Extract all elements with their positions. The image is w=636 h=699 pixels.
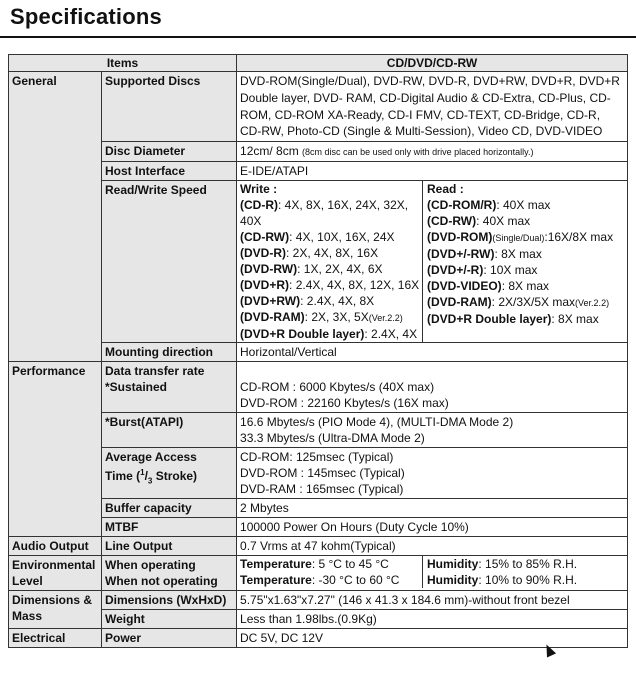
header-items: Items xyxy=(9,55,237,72)
access-label-line2 xyxy=(105,465,233,489)
write-speeds-value: : 2.4X, 4X, 8X xyxy=(300,294,375,309)
value-line-output: 0.7 Vrms at 47 kohm(Typical) xyxy=(237,537,628,556)
group-dimensions-mass: Dimensions & Mass xyxy=(9,591,102,629)
access-fraction-denominator: 3 xyxy=(147,476,153,486)
value-disc-diameter xyxy=(237,142,628,162)
hum-nonoperating: : 10% to 90% R.H. xyxy=(478,573,578,588)
write-speeds-value: : 2X, 3X, 5X xyxy=(304,310,369,325)
write-row xyxy=(240,326,422,342)
write-list xyxy=(240,197,422,342)
access-time-prefix: Time ( xyxy=(105,469,141,484)
read-speeds xyxy=(422,181,627,342)
label-dimensions: Dimensions (WxHxD) xyxy=(102,591,237,610)
temperature-label-operating: Temperature xyxy=(240,557,312,572)
label-transfer-rate: Data transfer rate *Sustained xyxy=(102,362,237,413)
label-power: Power xyxy=(102,629,237,648)
write-speeds-value: : 4X, 10X, 16X, 24X xyxy=(289,230,395,245)
read-title: Read : xyxy=(427,182,464,197)
write-speeds-value: : 1X, 2X, 4X, 6X xyxy=(297,262,383,277)
table-row xyxy=(9,556,628,591)
read-row xyxy=(427,278,627,294)
read-disc: (DVD+R Double layer) xyxy=(427,312,552,327)
burst-udma: 33.3 Mbytes/s (Ultra-DMA Mode 2) xyxy=(240,431,425,446)
label-mounting-direction: Mounting direction xyxy=(102,343,237,362)
write-disc: (DVD+R) xyxy=(240,278,290,293)
table-row xyxy=(9,448,628,499)
label-line-output: Line Output xyxy=(102,537,237,556)
value-weight: Less than 1.98lbs.(0.9Kg) xyxy=(237,610,628,629)
access-label-line1: Average Access xyxy=(105,450,197,465)
value-supported-discs: DVD-ROM(Single/Dual), DVD-RW, DVD-R, DVD+RW, DVD+R, DVD+R Double layer, DVD- RAM, CD-Digital Audio & CD-Extra, CD-Plus, CD-ROM, CD-ROM XA-Ready, CD-I FMV, CD-TEXT, CD-Bridge, CD-R, CD-RW, Photo-CD (Single & Multi-Session), Video CD, DVD-VIDEO xyxy=(237,72,628,142)
title-underline xyxy=(0,36,636,38)
value-host-interface: E-IDE/ATAPI xyxy=(237,162,628,181)
write-note: (Ver.2.2) xyxy=(368,313,403,324)
value-dimensions: 5.75"x1.63"x7.27" (146 x 41.3 x 184.6 mm)-without front bezel xyxy=(237,591,628,610)
access-dvdrom: DVD-ROM : 145msec (Typical) xyxy=(240,466,405,481)
value-buffer-capacity: 2 Mbytes xyxy=(237,499,628,518)
read-disc: (DVD+/-RW) xyxy=(427,247,495,262)
write-row xyxy=(240,277,422,293)
table-row xyxy=(9,518,628,537)
label-when-operating: When operating xyxy=(105,558,196,573)
temp-nonoperating: : -30 °C to 60 °C xyxy=(311,573,400,588)
read-row xyxy=(427,262,627,278)
read-speeds-value: : 2X/3X/5X max xyxy=(491,295,576,310)
read-speeds-value: : 10X max xyxy=(483,263,538,278)
temp-operating: : 5 °C to 45 °C xyxy=(311,557,389,572)
read-row xyxy=(427,213,627,229)
table-row xyxy=(9,629,628,648)
label-when-not-operating: When not operating xyxy=(105,574,218,589)
table-row xyxy=(9,413,628,448)
label-mtbf: MTBF xyxy=(102,518,237,537)
read-speeds-value: : 40X max xyxy=(476,214,531,229)
read-speeds-value: : 8X max xyxy=(494,247,542,262)
access-dvdram: DVD-RAM : 165msec (Typical) xyxy=(240,482,404,497)
write-speeds-value: : 2.4X, 4X xyxy=(364,327,418,342)
read-disc: (CD-ROM/R) xyxy=(427,198,497,213)
disc-diameter-note: (8cm disc can be used only with drive placed horizontally.) xyxy=(302,147,534,158)
read-list xyxy=(427,197,627,327)
temperature-label-nonoperating: Temperature xyxy=(240,573,312,588)
read-disc: (CD-RW) xyxy=(427,214,477,229)
write-disc: (CD-R) xyxy=(240,198,279,213)
write-speeds xyxy=(240,181,422,342)
read-note-2: (Ver.2.2) xyxy=(575,298,610,309)
table-row xyxy=(9,537,628,556)
humidity-values xyxy=(422,556,627,588)
read-speeds-value: : 8X max xyxy=(501,279,550,294)
access-fraction-numerator: 1 xyxy=(140,468,145,478)
access-cd: CD-ROM: 125msec (Typical) xyxy=(240,450,394,465)
read-speeds-value: :16X/8X max xyxy=(544,230,614,245)
read-row xyxy=(427,197,627,213)
group-environmental: Environmental Level xyxy=(9,556,102,591)
read-row xyxy=(427,311,627,327)
read-note: (Single/Dual) xyxy=(492,233,545,244)
table-row xyxy=(9,499,628,518)
write-disc: (DVD-RW) xyxy=(240,262,298,277)
write-row xyxy=(240,197,422,229)
table-header-row xyxy=(9,55,628,72)
table-row xyxy=(9,610,628,629)
label-buffer-capacity: Buffer capacity xyxy=(102,499,237,518)
burst-pio: 16.6 Mbytes/s (PIO Mode 4), (MULTI-DMA Mode 2) xyxy=(240,415,514,430)
disc-diameter-text: 12cm/ 8cm xyxy=(240,144,299,159)
transfer-cd: CD-ROM : 6000 Kbytes/s (40X max) xyxy=(240,380,435,395)
label-supported-discs: Supported Discs xyxy=(102,72,237,142)
value-burst xyxy=(237,413,628,448)
header-product: CD/DVD/CD-RW xyxy=(237,55,628,72)
write-row xyxy=(240,261,422,277)
access-time-suffix: Stroke) xyxy=(152,469,198,484)
value-transfer-rate xyxy=(237,362,628,413)
read-row xyxy=(427,229,627,246)
read-speeds-value: : 8X max xyxy=(551,312,599,327)
value-access-time xyxy=(237,448,628,499)
temperature-values xyxy=(240,556,422,588)
label-environmental-conditions xyxy=(102,556,237,591)
write-disc: (CD-RW) xyxy=(240,230,290,245)
value-read-write-speed xyxy=(237,181,628,343)
hum-operating: : 15% to 85% R.H. xyxy=(478,557,578,572)
write-disc: (DVD+RW) xyxy=(240,294,301,309)
read-speeds-value: : 40X max xyxy=(496,198,551,213)
write-disc: (DVD-RAM) xyxy=(240,310,305,325)
label-read-write-speed: Read/Write Speed xyxy=(102,181,237,343)
value-mtbf: 100000 Power On Hours (Duty Cycle 10%) xyxy=(237,518,628,537)
write-speeds-value: : 2X, 4X, 8X, 16X xyxy=(286,246,379,261)
humidity-label-nonoperating: Humidity xyxy=(427,573,479,588)
group-audio-output: Audio Output xyxy=(9,537,102,556)
transfer-dvd: DVD-ROM : 22160 Kbytes/s (16X max) xyxy=(240,396,449,411)
page-title: Specifications xyxy=(10,4,162,29)
write-disc: (DVD-R) xyxy=(240,246,287,261)
group-general: General xyxy=(9,72,102,362)
write-row xyxy=(240,309,422,326)
table-row xyxy=(9,142,628,162)
read-disc: (DVD-RAM) xyxy=(427,295,492,310)
value-power: DC 5V, DC 12V xyxy=(237,629,628,648)
read-disc: (DVD-ROM) xyxy=(427,230,493,245)
value-mounting-direction: Horizontal/Vertical xyxy=(237,343,628,362)
group-performance: Performance xyxy=(9,362,102,537)
table-row xyxy=(9,181,628,343)
table-row xyxy=(9,162,628,181)
write-row xyxy=(240,229,422,245)
write-speeds-value: : 4X, 8X, 16X, 24X, 32X, 40X xyxy=(240,198,409,229)
table-row xyxy=(9,591,628,610)
write-speeds-value: : 2.4X, 4X, 8X, 12X, 16X xyxy=(289,278,420,293)
write-disc: (DVD+R Double layer) xyxy=(240,327,365,342)
table-row xyxy=(9,362,628,413)
access-fraction-slash: / xyxy=(144,469,148,484)
read-row xyxy=(427,294,627,311)
humidity-label-operating: Humidity xyxy=(427,557,479,572)
write-title: Write : xyxy=(240,182,278,197)
label-burst: *Burst(ATAPI) xyxy=(102,413,237,448)
table-row xyxy=(9,343,628,362)
group-electrical: Electrical xyxy=(9,629,102,648)
label-disc-diameter: Disc Diameter xyxy=(102,142,237,162)
read-disc: (DVD-VIDEO) xyxy=(427,279,502,294)
label-weight: Weight xyxy=(102,610,237,629)
table-row xyxy=(9,72,628,142)
write-row xyxy=(240,293,422,309)
value-environmental xyxy=(237,556,628,591)
specifications-table xyxy=(8,54,628,648)
write-row xyxy=(240,245,422,261)
read-row xyxy=(427,246,627,262)
label-host-interface: Host Interface xyxy=(102,162,237,181)
read-disc: (DVD+/-R) xyxy=(427,263,484,278)
label-access-time xyxy=(102,448,237,499)
